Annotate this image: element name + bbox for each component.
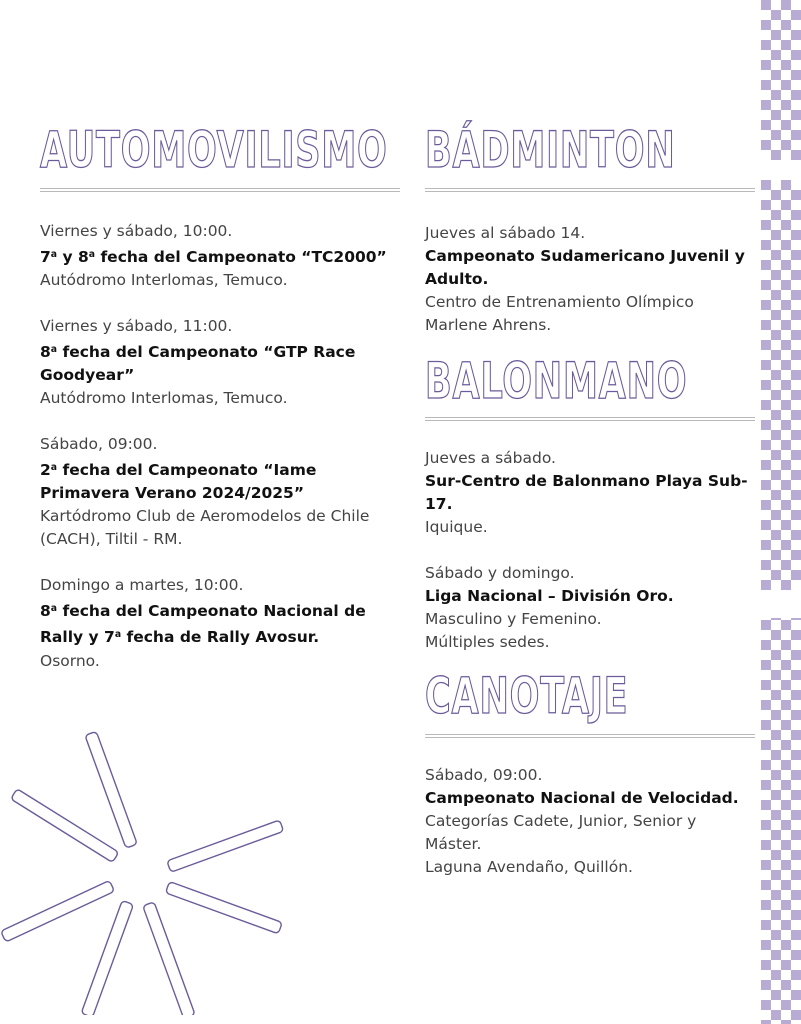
automovilismo-section bbox=[40, 120, 400, 673]
event-item: Viernes y sábado, 10:00. 7$^a$ y 8$^a$ fecha del Campeonato “TC2000” Autódromo Interlomas, Temuco. bbox=[40, 222, 387, 290]
divider bbox=[425, 417, 755, 421]
badminton-heading: BÁDMINTON bbox=[425, 121, 676, 179]
checkered-strip bbox=[761, 0, 801, 1024]
canotaje-heading: CANOTAJE bbox=[425, 667, 629, 725]
event-item: Domingo a martes, 10:00. 8$^a$ fecha del Campeonato Nacional de Rally y 7$^a$ fecha de Rally Avosur. Osorno. bbox=[40, 576, 366, 670]
divider bbox=[40, 188, 400, 192]
divider bbox=[425, 188, 755, 192]
event-item: Jueves a sábado. Sur-Centro de Balonmano Playa Sub-17. Iquique. bbox=[425, 449, 748, 536]
divider bbox=[425, 734, 755, 738]
event-item: Sábado y domingo. Liga Nacional – División Oro. Masculino y Femenino. Múltiples sedes. bbox=[425, 564, 674, 651]
event-item: Sábado, 09:00. Campeonato Nacional de Velocidad. Categorías Cadete, Junior, Senior y Máster. Laguna Avendaño, Quillón. bbox=[425, 766, 739, 876]
balonmano-section bbox=[425, 351, 755, 654]
event-item: Jueves al sábado 14. Campeonato Sudamericano Juvenil y Adulto. Centro de Entrenamiento Olímpico Marlene Ahrens. bbox=[425, 224, 745, 334]
right-column bbox=[425, 120, 755, 879]
canotaje-section bbox=[425, 666, 755, 879]
balonmano-heading: BALONMANO bbox=[425, 352, 688, 410]
badminton-section bbox=[425, 120, 755, 337]
event-item: Sábado, 09:00. 2$^a$ fecha del Campeonato “Iame Primavera Verano 2024/2025” Kartódromo Club de Aeromodelos de Chile (CACH), Tiltil - RM. bbox=[40, 435, 370, 549]
event-item: Viernes y sábado, 11:00. 8$^a$ fecha del Campeonato “GTP Race Goodyear” Autódromo Interlomas, Temuco. bbox=[40, 317, 356, 408]
asterisk-icon bbox=[0, 715, 290, 1015]
automovilismo-heading: AUTOMOVILISMO bbox=[40, 121, 388, 179]
